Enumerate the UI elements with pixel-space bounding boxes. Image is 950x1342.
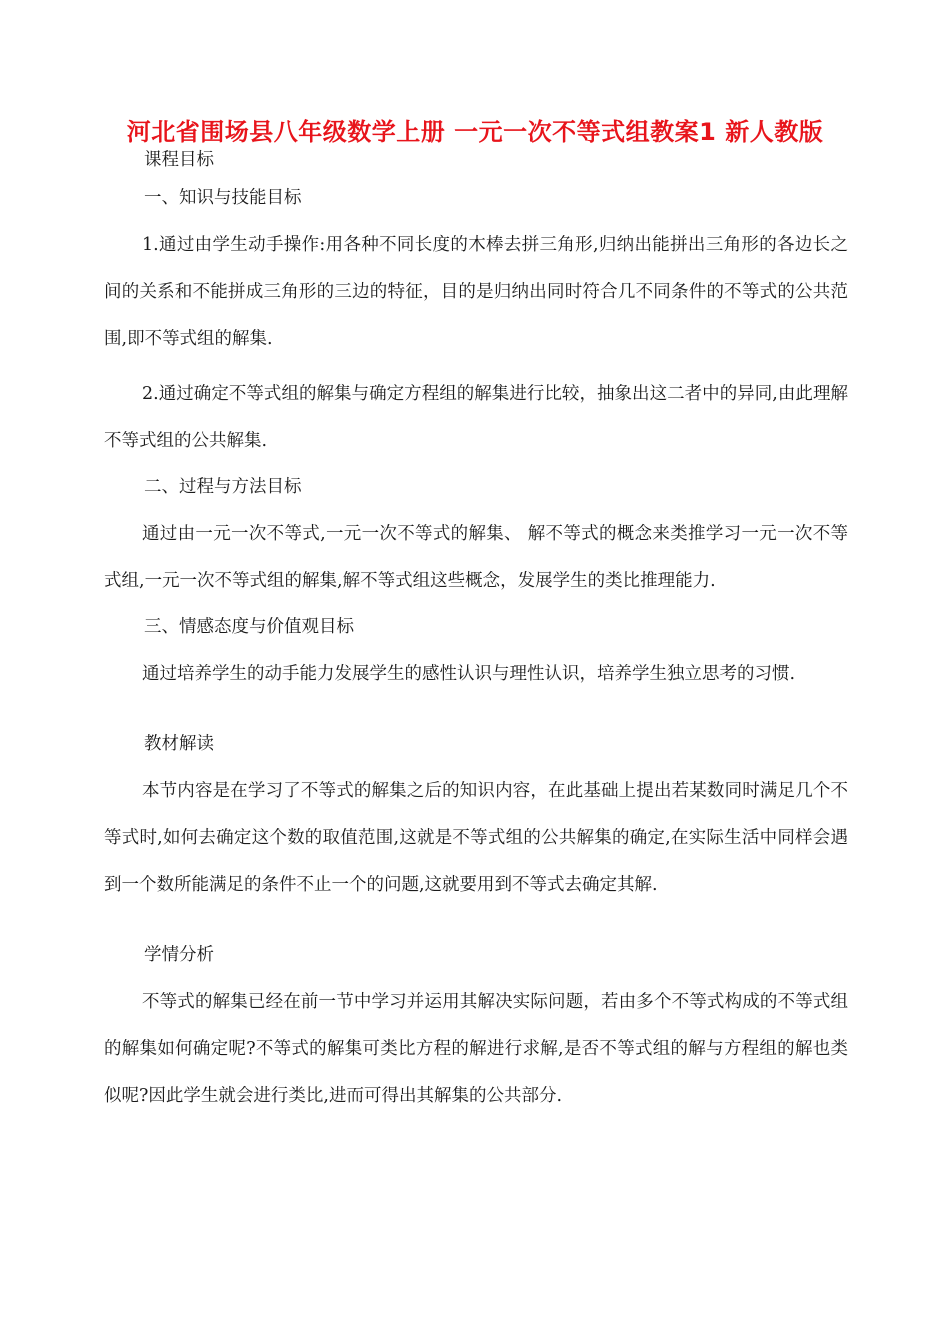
paragraph-textbook-1: 本节内容是在学习了不等式的解集之后的知识内容，在此基础上提出若某数同时满足几个不等式时,如何去确定这个数的取值范围,这就是不等式组的公共解集的确定,在实际生活中同样会遇到一个数所能满足的条件不止一个的问题,这就要用到不等式去确定其解. [104,781,848,895]
paragraph-process-1: 通过由一元一次不等式,一元一次不等式的解集、 解不等式的概念来类推学习一元一次不等式组,一元一次不等式组的解集,解不等式组这些概念，发展学生的类比推理能力. [104,524,848,591]
heading-course-goals: 课程目标 [144,150,214,170]
document-title: 河北省围场县八年级数学上册 一元一次不等式组教案1 新人教版 [126,118,824,146]
heading-analysis: 学情分析 [144,945,214,965]
heading-emotion-goal: 三、情感态度与价值观目标 [144,617,354,637]
paragraph-emotion-1: 通过培养学生的动手能力发展学生的感性认识与理性认识，培养学生独立思考的习惯. [142,664,796,684]
paragraph-analysis-1: 不等式的解集已经在前一节中学习并运用其解决实际问题，若由多个不等式构成的不等式组的解集如何确定呢?不等式的解集可类比方程的解进行求解,是否不等式组的解与方程组的解也类似呢?因此学生就会进行类比,进而可得出其解集的公共部分. [104,992,848,1106]
paragraph-knowledge-2: 2.通过确定不等式组的解集与确定方程组的解集进行比较，抽象出这二者中的异同,由此理解不等式组的公共解集. [104,384,848,451]
document-body [104,146,848,1128]
paragraph-knowledge-1: 1.通过由学生动手操作:用各种不同长度的木棒去拼三角形,归纳出能拼出三角形的各边长之间的关系和不能拼成三角形的三边的特征，目的是归纳出同时符合几不同条件的不等式的公共范围,即不等式组的解集. [104,235,848,349]
heading-process-goal: 二、过程与方法目标 [144,477,302,497]
section-gap [104,917,848,941]
section-gap [104,706,848,730]
heading-textbook: 教材解读 [144,734,214,754]
heading-knowledge-goal: 一、知识与技能目标 [144,188,302,208]
